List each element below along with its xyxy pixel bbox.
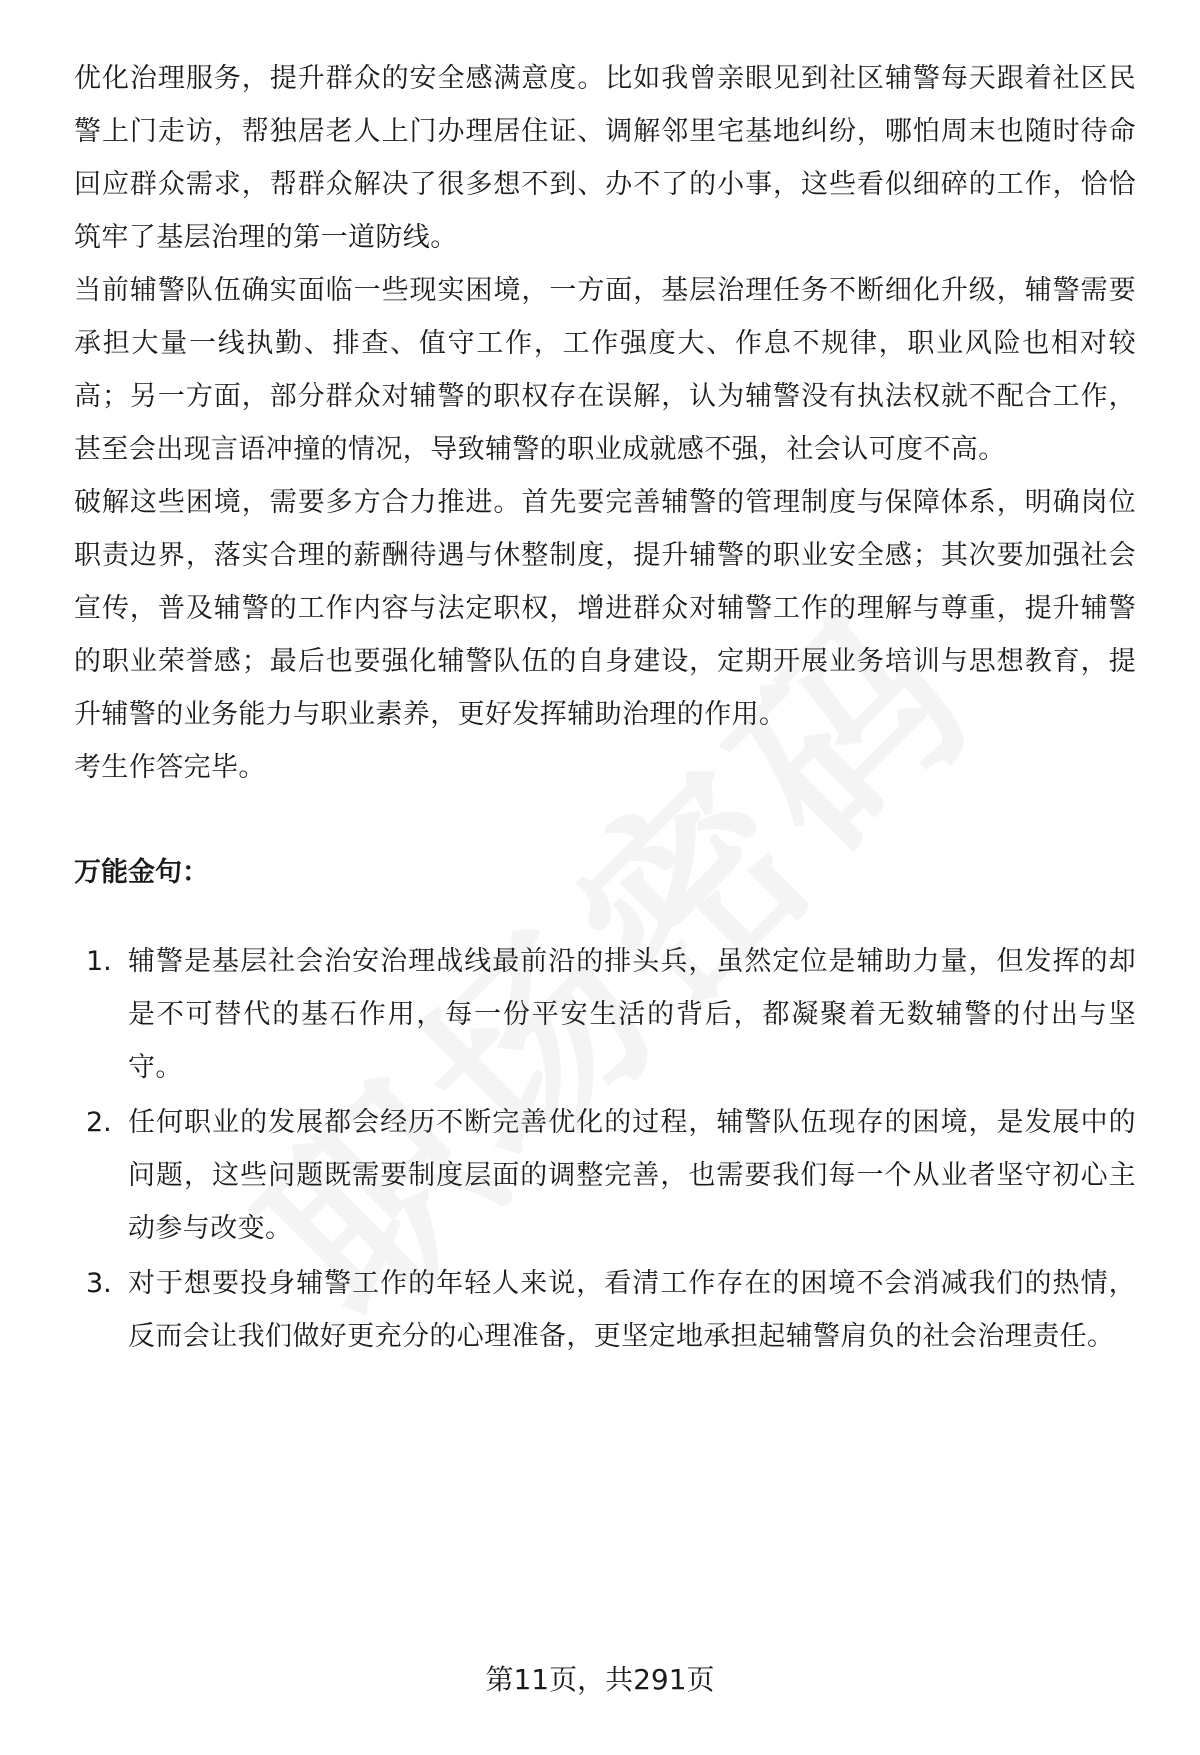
page-number-footer: 第11页，共291页 [485, 1663, 715, 1696]
body-paragraph-4: 考生作答完毕。 [74, 752, 266, 783]
list-item [74, 1257, 1136, 1363]
page-content [74, 52, 1136, 1365]
list-item-number: 3. [86, 1268, 112, 1299]
list-item [74, 1096, 1136, 1255]
body-paragraph-1: 优化治理服务，提升群众的安全感满意度。比如我曾亲眼见到社区辅警每天跟着社区民警上门走访，帮独居老人上门办理居住证、调解邻里宅基地纠纷，哪怕周末也随时待命回应群众需求，帮群众解决了很多想不到、办不了的小事，这些看似细碎的工作，恰恰筑牢了基层治理的第一道防线。 [74, 63, 1136, 253]
body-paragraph-2: 当前辅警队伍确实面临一些现实困境，一方面，基层治理任务不断细化升级，辅警需要承担大量一线执勤、排查、值守工作，工作强度大、作息不规律，职业风险也相对较高；另一方面，部分群众对辅警的职权存在误解，认为辅警没有执法权就不配合工作，甚至会出现言语冲撞的情况，导致辅警的职业成就感不强，社会认可度不高。 [74, 275, 1136, 465]
list-item-text: 任何职业的发展都会经历不断完善优化的过程，辅警队伍现存的困境，是发展中的问题，这些问题既需要制度层面的调整完善，也需要我们每一个从业者坚守初心主动参与改变。 [128, 1107, 1136, 1244]
list-item-number: 1. [86, 946, 112, 977]
body-paragraph-3: 破解这些困境，需要多方合力推进。首先要完善辅警的管理制度与保障体系，明确岗位职责边界，落实合理的薪酬待遇与休整制度，提升辅警的职业安全感；其次要加强社会宣传，普及辅警的工作内容与法定职权，增进群众对辅警工作的理解与尊重，提升辅警的职业荣誉感；最后也要强化辅警队伍的自身建设，定期开展业务培训与思想教育，提升辅警的业务能力与职业素养，更好发挥辅助治理的作用。 [74, 487, 1136, 730]
list-item-text: 对于想要投身辅警工作的年轻人来说，看清工作存在的困境不会消减我们的热情，反而会让我们做好更充分的心理准备，更坚定地承担起辅警肩负的社会治理责任。 [128, 1268, 1136, 1352]
list-item [74, 935, 1136, 1094]
list-item-number: 2. [86, 1107, 112, 1138]
section-heading: 万能金句： [74, 857, 209, 888]
golden-sentence-list [74, 935, 1136, 1363]
list-item-text: 辅警是基层社会治安治理战线最前沿的排头兵，虽然定位是辅助力量，但发挥的却是不可替代的基石作用，每一份平安生活的背后，都凝聚着无数辅警的付出与坚守。 [128, 946, 1136, 1083]
